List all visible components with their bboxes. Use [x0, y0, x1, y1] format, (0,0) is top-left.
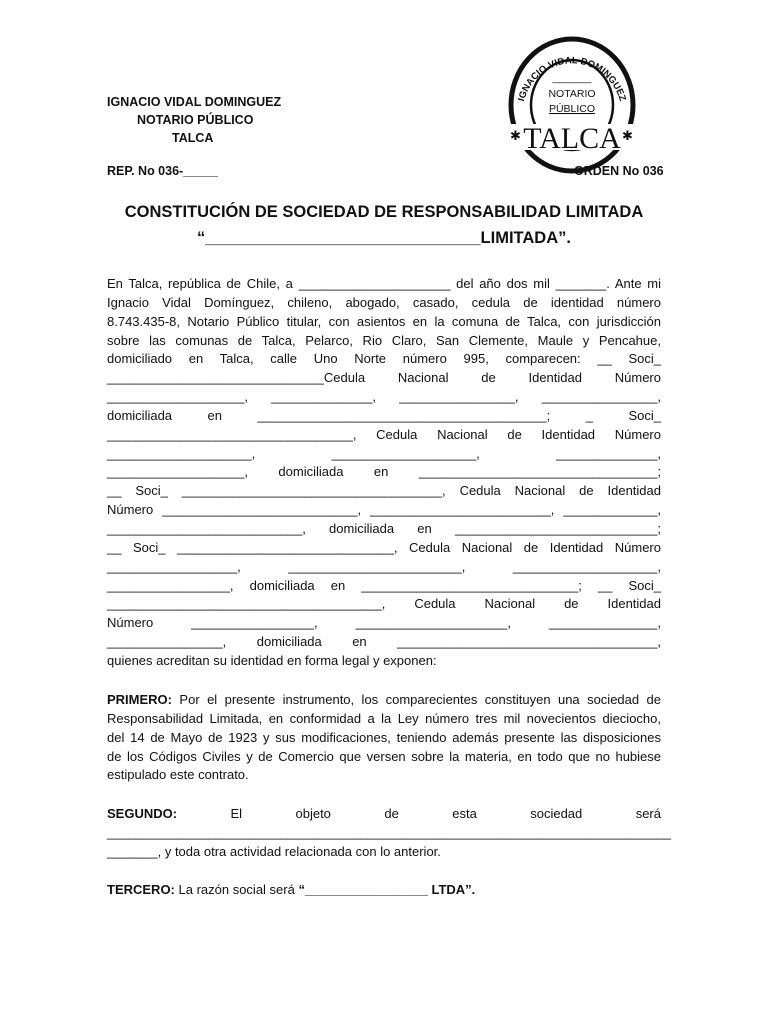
intro-line: domiciliada en ________________________________________; _ Soci_ — [107, 407, 661, 423]
notary-name: IGNACIO VIDAL DOMINGUEZ — [107, 95, 282, 109]
tercero-line — [107, 881, 661, 900]
notary-title: NOTARIO PÚBLICO — [137, 113, 254, 127]
primero-line: del 14 de Mayo de 1923 y sus modificaciones, teniendo además presente las disposiciones — [107, 729, 661, 745]
stamp-city: TALCA — [523, 122, 621, 155]
document-title-line2: “______________________________LIMITADA”. — [197, 229, 571, 247]
segundo-label: SEGUNDO: — [107, 806, 178, 821]
tercero-text: La razón social será — [174, 882, 299, 897]
intro-line: ______________________________________, Cedula Nacional de Identidad — [107, 596, 661, 612]
tercero-label: TERCERO: — [107, 882, 175, 897]
intro-line: ___________________, domiciliada en _________________________________; — [107, 464, 661, 480]
clause-tercero — [107, 881, 661, 900]
primero-label: PRIMERO: — [107, 692, 172, 707]
intro-line: __ Soci_ ____________________________________, Cedula Nacional de Identidad — [107, 483, 661, 499]
intro-line: _________________, domiciliada en ______________________________; __ Soci_ — [107, 577, 661, 593]
intro-line: 8.743.435-8, Notario Público titular, con asientos en la comuna de Talca, con jurisdicción — [107, 313, 661, 329]
stamp-line1: NOTARIO — [548, 88, 596, 100]
intro-line: ____________________, ____________________, ______________, — [107, 445, 661, 461]
intro-line: ________________, domiciliada en ____________________________________, — [107, 634, 661, 650]
document-title-line1: CONSTITUCIÓN DE SOCIEDAD DE RESPONSABILIDAD LIMITADA — [124, 203, 644, 221]
stamp-ring-text: IGNACIO VIDAL DOMINGUEZ — [516, 55, 628, 103]
stamp-star-left-icon: ✱ — [510, 129, 521, 144]
segundo-text: El objeto de esta sociedad será — [177, 806, 661, 821]
intro-line: Ignacio Vidal Domínguez, chileno, abogado, casado, cedula de identidad número — [107, 294, 661, 310]
intro-line: domiciliado en Talca, calle Uno Norte número 995, comparecen: __ Soci_ — [107, 351, 661, 367]
intro-line: Número ___________________________, _________________________, _____________, — [107, 502, 661, 518]
primero-line — [107, 691, 661, 710]
clause-primero — [107, 691, 661, 785]
stamp-star-right-icon: ✱ — [622, 129, 633, 144]
intro-line: ___________________, ______________, ________________, ________________, — [107, 389, 661, 405]
segundo-line: _______, y toda otra actividad relacionada con lo anterior. — [107, 843, 441, 859]
intro-paragraph — [107, 275, 661, 671]
tercero-value: “_________________ LTDA”. — [298, 882, 476, 897]
rep-number: REP. No 036-_____ — [107, 164, 218, 178]
primero-text: Por el presente instrumento, los comparecientes constituyen una sociedad de — [172, 692, 661, 707]
intro-line: __________________, ________________________, ____________________, — [107, 558, 661, 574]
intro-line: ______________________________Cedula Nacional de Identidad Número — [107, 370, 661, 386]
clause-segundo — [107, 805, 671, 862]
intro-line: quienes acreditan su identidad en forma legal y exponen: — [107, 652, 437, 668]
segundo-line: ______________________________________________________________________________ — [107, 824, 671, 840]
segundo-line — [107, 805, 661, 824]
notary-city: TALCA — [172, 131, 214, 145]
primero-line: Responsabilidad Limitada, en conformidad a la Ley número tres mil novecientos dieciocho, — [107, 710, 661, 726]
primero-line: de los Códigos Civiles y de Comercio que versen sobre la materia, en todo que no hubiese — [107, 748, 661, 764]
intro-line: ___________________________, domiciliada en ____________________________; — [107, 520, 661, 536]
intro-line: __ Soci_ ______________________________, Cedula Nacional de Identidad Número — [107, 539, 661, 555]
orden-number: ORDEN No 036 — [574, 164, 664, 178]
intro-line: En Talca, república de Chile, a _____________________ del año dos mil _______. Ante mi — [107, 276, 661, 291]
intro-line: Número _________________, _____________________, _______________, — [107, 615, 661, 631]
stamp-blank: _______ — [552, 73, 592, 84]
stamp-line2: PÚBLICO — [548, 103, 596, 115]
notary-stamp — [507, 27, 637, 187]
intro-line: __________________________________, Cedula Nacional de Identidad Número — [107, 426, 661, 442]
primero-line: estipulado este contrato. — [107, 767, 249, 783]
intro-line: sobre las comunas de Talca, Pelarco, Rio Claro, San Clemente, Maule y Pencahue, — [107, 332, 661, 348]
